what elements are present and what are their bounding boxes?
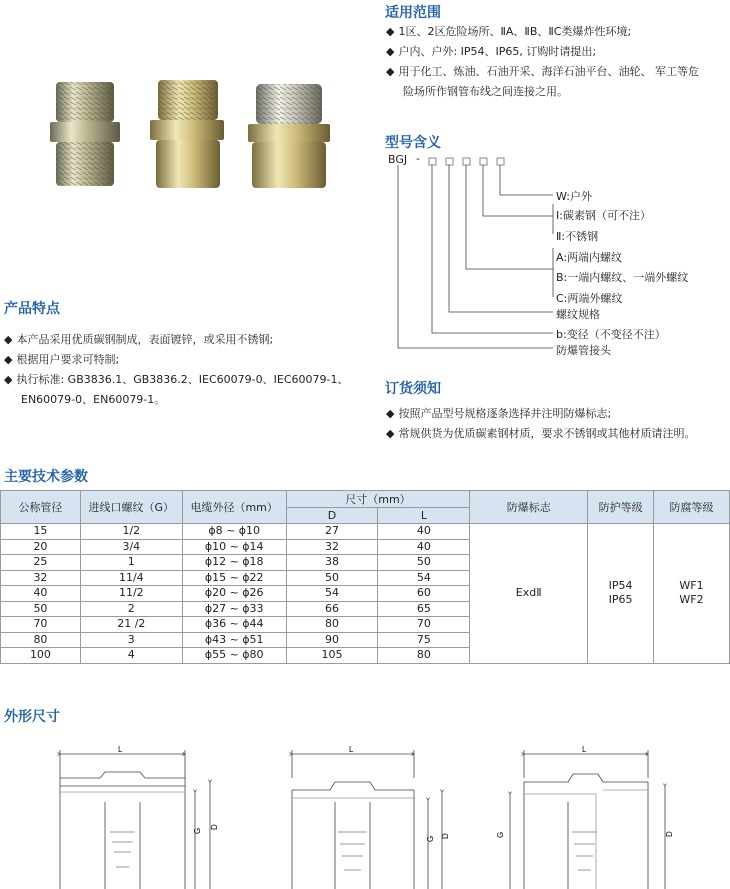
cell-dn: 32: [1, 570, 81, 586]
photo-fitting-1: [50, 82, 120, 186]
cell-dn: 70: [1, 617, 81, 633]
header-cable: 电缆外径（mm）: [182, 491, 286, 524]
cell-dn: 40: [1, 586, 81, 602]
header-size: 尺寸（mm）: [286, 491, 470, 508]
cell-thread: 11/2: [80, 586, 182, 602]
cell-wf: [654, 524, 730, 664]
model-label-reducer: b:变径（不变径不注）: [556, 328, 666, 341]
specs-title: 主要技术参数: [4, 469, 88, 485]
model-label-w: W:户外: [556, 190, 592, 203]
list-item: ◆ 执行标准: GB3836.1、GB3836.2、IEC60079-0、IEC60079-1、: [4, 373, 349, 386]
order-list: [386, 404, 695, 444]
dim-label-d-1: D: [210, 824, 219, 830]
list-item: ◆ 本产品采用优质碳钢制成，表面镀锌，或采用不锈钢;: [4, 333, 274, 346]
cell-thread: 3/4: [80, 539, 182, 555]
cell-l: 60: [378, 586, 470, 602]
list-item: ◆ 户内、户外: IP54、IP65, 订购时请提出;: [386, 45, 597, 58]
model-label-name: 防爆管接头: [556, 344, 611, 357]
cell-cable: ϕ10 ~ ϕ14: [182, 539, 286, 555]
diamond-bullet-icon: ◆: [386, 25, 395, 38]
cell-cable: ϕ55 ~ ϕ80: [182, 648, 286, 664]
model-label-b: B:一端内螺纹、一端外螺纹: [556, 271, 689, 284]
dim-label-l-3: L: [582, 745, 587, 754]
cell-l: 70: [378, 617, 470, 633]
list-item: ◆ 按照产品型号规格逐条选择并注明防爆标志;: [386, 407, 612, 420]
wf-2: WF2: [679, 593, 704, 607]
cell-l: 40: [378, 539, 470, 555]
product-photos: [40, 76, 350, 196]
cell-cable: ϕ36 ~ ϕ44: [182, 617, 286, 633]
cell-thread: 21 /2: [80, 617, 182, 633]
dim-label-l-1: L: [118, 745, 123, 754]
ip-54: IP54: [608, 579, 633, 593]
cell-ip: [588, 524, 654, 664]
cell-dn: 25: [1, 555, 81, 571]
features-title: 产品特点: [4, 301, 60, 317]
scope-list: [386, 22, 699, 102]
list-item: EN60079-0、EN60079-1。: [21, 393, 166, 406]
cell-l: 75: [378, 632, 470, 648]
cell-d: 54: [286, 586, 378, 602]
cell-dn: 80: [1, 632, 81, 648]
cell-d: 105: [286, 648, 378, 664]
dim-label-g-2: G: [426, 835, 435, 842]
diamond-bullet-icon: ◆: [386, 427, 395, 440]
dim-label-l-2: L: [349, 745, 354, 754]
cell-d: 32: [286, 539, 378, 555]
cell-thread: 3: [80, 632, 182, 648]
cell-cable: ϕ15 ~ ϕ22: [182, 570, 286, 586]
photo-fitting-3: [248, 84, 330, 188]
header-nominal: 公称管径: [1, 491, 81, 524]
cell-thread: 1: [80, 555, 182, 571]
dimensions-title: 外形尺寸: [4, 709, 60, 725]
header-ip: 防护等级: [588, 491, 654, 524]
cell-cable: ϕ8 ~ ϕ10: [182, 524, 286, 540]
drawing-type-a: [60, 750, 210, 889]
cell-dn: 20: [1, 539, 81, 555]
wf-1: WF1: [679, 579, 704, 593]
list-item: ◆ 根据用户要求可特制;: [4, 353, 120, 366]
list-item: 险场所作钢管布线之间连接之用。: [403, 85, 568, 98]
diamond-bullet-icon: ◆: [4, 373, 13, 386]
list-item: ◆ 1区、2区危险场所、ⅡA、ⅡB、ⅡC类爆炸性环境;: [386, 25, 632, 38]
drawing-type-c: [510, 750, 665, 889]
cell-d: 50: [286, 570, 378, 586]
cell-dn: 15: [1, 524, 81, 540]
cell-thread: 11/4: [80, 570, 182, 586]
cell-d: 90: [286, 632, 378, 648]
model-title: 型号含义: [385, 135, 441, 151]
cell-cable: ϕ20 ~ ϕ26: [182, 586, 286, 602]
model-label-stainless: Ⅱ:不锈钢: [556, 230, 599, 243]
features-list: [4, 330, 348, 410]
order-title: 订货须知: [385, 381, 441, 397]
header-l: L: [378, 508, 470, 524]
model-label-c: C:两端外螺纹: [556, 292, 623, 305]
cell-d: 80: [286, 617, 378, 633]
cell-dn: 100: [1, 648, 81, 664]
drawing-type-b: [292, 750, 442, 889]
ip-65: IP65: [608, 593, 633, 607]
dim-label-g-3: G: [496, 831, 505, 838]
cell-cable: ϕ27 ~ ϕ33: [182, 601, 286, 617]
header-thread: 进线口螺纹（G）: [80, 491, 182, 524]
cell-cable: ϕ12 ~ ϕ18: [182, 555, 286, 571]
model-label-a: A:两端内螺纹: [556, 251, 623, 264]
cell-d: 27: [286, 524, 378, 540]
specs-table: [0, 490, 730, 664]
model-prefix: BGJ: [388, 153, 408, 166]
cell-l: 50: [378, 555, 470, 571]
photo-fitting-2: [150, 80, 224, 188]
header-d: D: [286, 508, 378, 524]
list-item: ◆ 用于化工、炼油、石油开采、海洋石油平台、油轮、 军工等危: [386, 65, 699, 78]
diamond-bullet-icon: ◆: [4, 333, 13, 346]
model-dash: -: [416, 152, 420, 165]
cell-thread: 1/2: [80, 524, 182, 540]
table-row: [1, 524, 730, 540]
diamond-bullet-icon: ◆: [386, 407, 395, 420]
diamond-bullet-icon: ◆: [4, 353, 13, 366]
list-item: ◆ 常规供货为优质碳素钢材质，要求不锈钢或其他材质请注明。: [386, 427, 696, 440]
dimension-drawings: [0, 742, 730, 889]
cell-d: 38: [286, 555, 378, 571]
cell-l: 65: [378, 601, 470, 617]
cell-l: 54: [378, 570, 470, 586]
model-label-carbon: Ⅰ:碳素钢（可不注）: [556, 209, 651, 222]
cell-dn: 50: [1, 601, 81, 617]
cell-thread: 2: [80, 601, 182, 617]
dim-label-d-3: D: [665, 831, 674, 837]
diamond-bullet-icon: ◆: [386, 45, 395, 58]
model-label-spec: 螺纹规格: [556, 308, 600, 321]
cell-thread: 4: [80, 648, 182, 664]
model-diagram: [388, 152, 728, 362]
dim-label-g-1: G: [193, 827, 202, 834]
header-ex: 防爆标志: [470, 491, 588, 524]
cell-l: 40: [378, 524, 470, 540]
header-wf: 防腐等级: [654, 491, 730, 524]
cell-l: 80: [378, 648, 470, 664]
cell-cable: ϕ43 ~ ϕ51: [182, 632, 286, 648]
cell-ex-mark: ExdⅡ: [470, 524, 588, 664]
cell-d: 66: [286, 601, 378, 617]
diamond-bullet-icon: ◆: [386, 65, 395, 78]
scope-title: 适用范围: [385, 5, 441, 21]
dim-label-d-2: D: [441, 833, 450, 839]
